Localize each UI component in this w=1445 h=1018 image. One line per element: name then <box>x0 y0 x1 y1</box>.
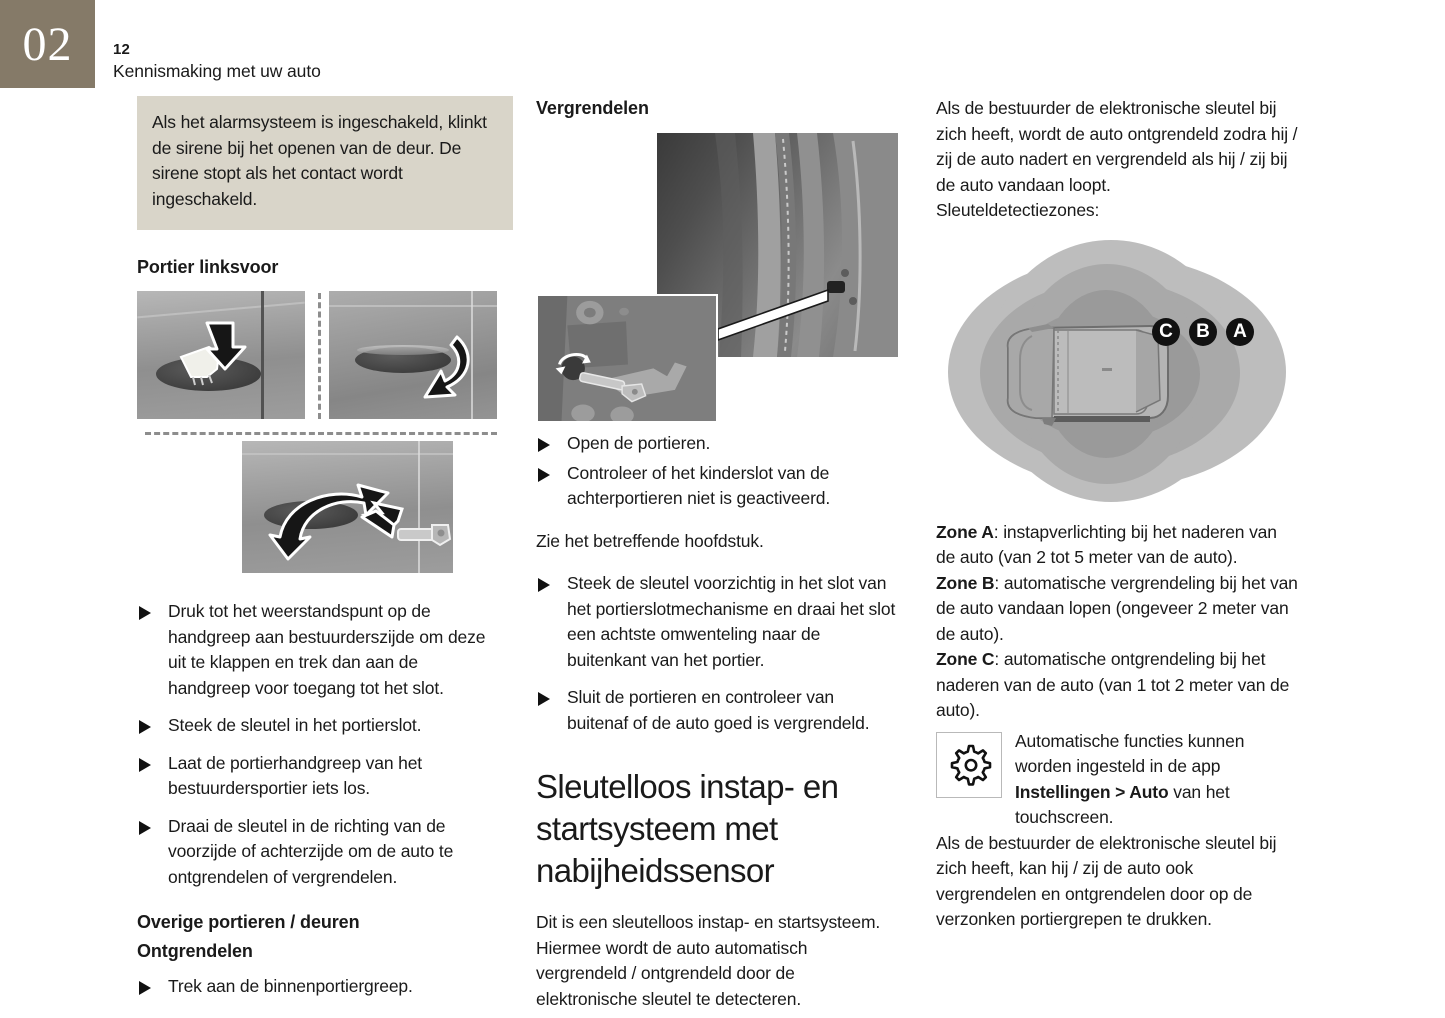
list-item-text: Druk tot het weerstandspunt op de handgreep aan bestuurderszijde om deze uit te klappen en trek dan aan de handgreep voor toegang tot het slot. <box>168 601 486 698</box>
gear-note-part1: Automatische functies kunnen worden ingesteld in de app <box>1015 730 1245 776</box>
zone-b-description <box>936 571 1298 648</box>
list-item <box>536 685 898 736</box>
zone-badge-group <box>1152 318 1254 346</box>
page-number: 12 <box>113 41 131 58</box>
alarm-note-box <box>137 96 513 230</box>
left-bullet-list-2 <box>137 974 497 1000</box>
chapter-badge <box>0 0 95 88</box>
list-item-text: Open de portieren. <box>567 433 711 453</box>
left-column <box>137 96 497 1012</box>
list-item-text: Laat de portierhandgreep van het bestuurdersportier iets los. <box>168 752 423 798</box>
list-item <box>137 751 497 802</box>
list-item <box>137 814 497 891</box>
zone-a-description <box>936 520 1298 571</box>
key-detection-zones-diagram <box>936 250 1298 500</box>
list-item <box>137 974 497 1000</box>
triangle-bullet-icon <box>139 606 151 620</box>
car-top-view-icon <box>936 250 1298 500</box>
right-closing-text: Als de bestuurder de elektronische sleutel bij zich heeft, kan hij / zij de auto ook vergrendelen en ontgrendelen door op de verzonken portiergrepen te drukken. <box>936 832 1277 929</box>
triangle-bullet-icon <box>538 692 550 706</box>
zone-b-text: : automatische vergrendeling bij het van de auto vandaan lopen (ongeveer 2 meter van de auto). <box>936 572 1298 644</box>
triangle-bullet-icon <box>139 720 151 734</box>
list-item <box>137 713 497 739</box>
right-intro-text: Als de bestuurder de elektronische sleutel bij zich heeft, wordt de auto ontgrendeld zodra hij / zij de auto nadert en vergrendeld als hij / zij bij de auto vandaan loopt. <box>936 98 1298 195</box>
heading-overige-portieren: Overige portieren / deuren <box>137 912 360 932</box>
see-chapter-text: Zie het betreffende hoofdstuk. <box>536 530 764 551</box>
list-item-text: Draai de sleutel in de richting van de voorzijde of achterzijde om de auto te ontgrendelen of vergrendelen. <box>168 815 454 887</box>
middle-bullet-list-top <box>536 431 898 512</box>
chapter-number: 02 <box>22 17 73 71</box>
zones-label: Sleuteldetectiezones: <box>936 200 1100 220</box>
list-item-text: Controleer of het kinderslot van de achterportieren niet is geactiveerd. <box>567 462 831 508</box>
list-item-text: Trek aan de binnenportiergreep. <box>168 976 413 996</box>
heading-sleutelloos-systeem: Sleutelloos instap- en startsysteem met nabijheidssensor <box>536 768 839 889</box>
list-item-text: Steek de sleutel in het portierslot. <box>168 715 422 735</box>
heading-portier-linksvoor: Portier linksvoor <box>137 257 279 277</box>
zone-b-label: Zone B <box>936 572 995 593</box>
gear-note-bold: Instellingen > Auto <box>1015 781 1169 802</box>
section-title: Kennismaking met uw auto <box>113 61 321 81</box>
triangle-bullet-icon <box>538 468 550 482</box>
list-item <box>536 461 898 512</box>
sleutelloos-body-text: Dit is een sleutelloos instap- en startsysteem. Hiermee wordt de auto automatisch vergrendeld / ontgrendeld door de elektronische sleutel te detecteren. <box>536 912 881 1009</box>
zone-a-label: Zone A <box>936 521 994 542</box>
list-item-text: Steek de sleutel voorzichtig in het slot van het portierslotmechanisme en draai het slot een achtste omwenteling naar de buitenkant van het portier. <box>567 573 896 670</box>
list-item <box>536 431 898 457</box>
figure-press-handle <box>137 291 305 419</box>
list-item-text: Sluit de portieren en controleer van buitenaf of de auto goed is vergrendeld. <box>567 687 870 733</box>
gear-icon-box <box>936 732 1002 798</box>
heading-ontgrendelen: Ontgrendelen <box>137 941 253 961</box>
middle-bullet-list-bottom <box>536 571 898 736</box>
figure-divider-horizontal <box>145 432 497 435</box>
left-bullet-list <box>137 599 497 890</box>
figure-lock-detail <box>536 294 718 423</box>
gear-icon <box>946 742 992 788</box>
list-item <box>137 599 497 701</box>
zone-badge-c: C <box>1152 318 1180 346</box>
heading-vergrendelen: Vergrendelen <box>536 98 649 118</box>
zone-a-text: : instapverlichting bij het naderen van de auto (van 2 tot 5 meter van de auto). <box>936 521 1277 567</box>
triangle-bullet-icon <box>139 758 151 772</box>
zone-c-label: Zone C <box>936 649 995 669</box>
page-columns <box>0 96 1445 1009</box>
settings-gear-note <box>936 729 1298 831</box>
zone-c-text: : automatische ontgrendeling bij het naderen van de auto (van 1 tot 2 meter van de auto). <box>936 649 1290 720</box>
zone-badge-a: A <box>1226 318 1254 346</box>
zone-badge-b: B <box>1189 318 1217 346</box>
triangle-bullet-icon <box>139 981 151 995</box>
triangle-bullet-icon <box>139 821 151 835</box>
alarm-note-text: Als het alarmsysteem is ingeschakeld, klinkt de sirene bij het openen van de deur. De sirene stopt als het contact wordt ingeschakeld. <box>152 112 487 209</box>
gear-note-part2: van het touchscreen. <box>1015 781 1230 827</box>
middle-column <box>536 96 898 1012</box>
figure-turn-key <box>242 441 453 573</box>
page-header <box>113 40 533 83</box>
right-column <box>936 96 1298 933</box>
figure-divider-vertical <box>318 293 321 419</box>
triangle-bullet-icon <box>538 438 550 452</box>
door-lock-figure <box>536 133 898 423</box>
door-handle-figure-group <box>137 291 497 573</box>
zone-c-description <box>936 647 1298 724</box>
zone-descriptions <box>936 520 1298 724</box>
figure-pull-handle <box>329 291 497 419</box>
triangle-bullet-icon <box>538 578 550 592</box>
list-item <box>536 571 898 673</box>
